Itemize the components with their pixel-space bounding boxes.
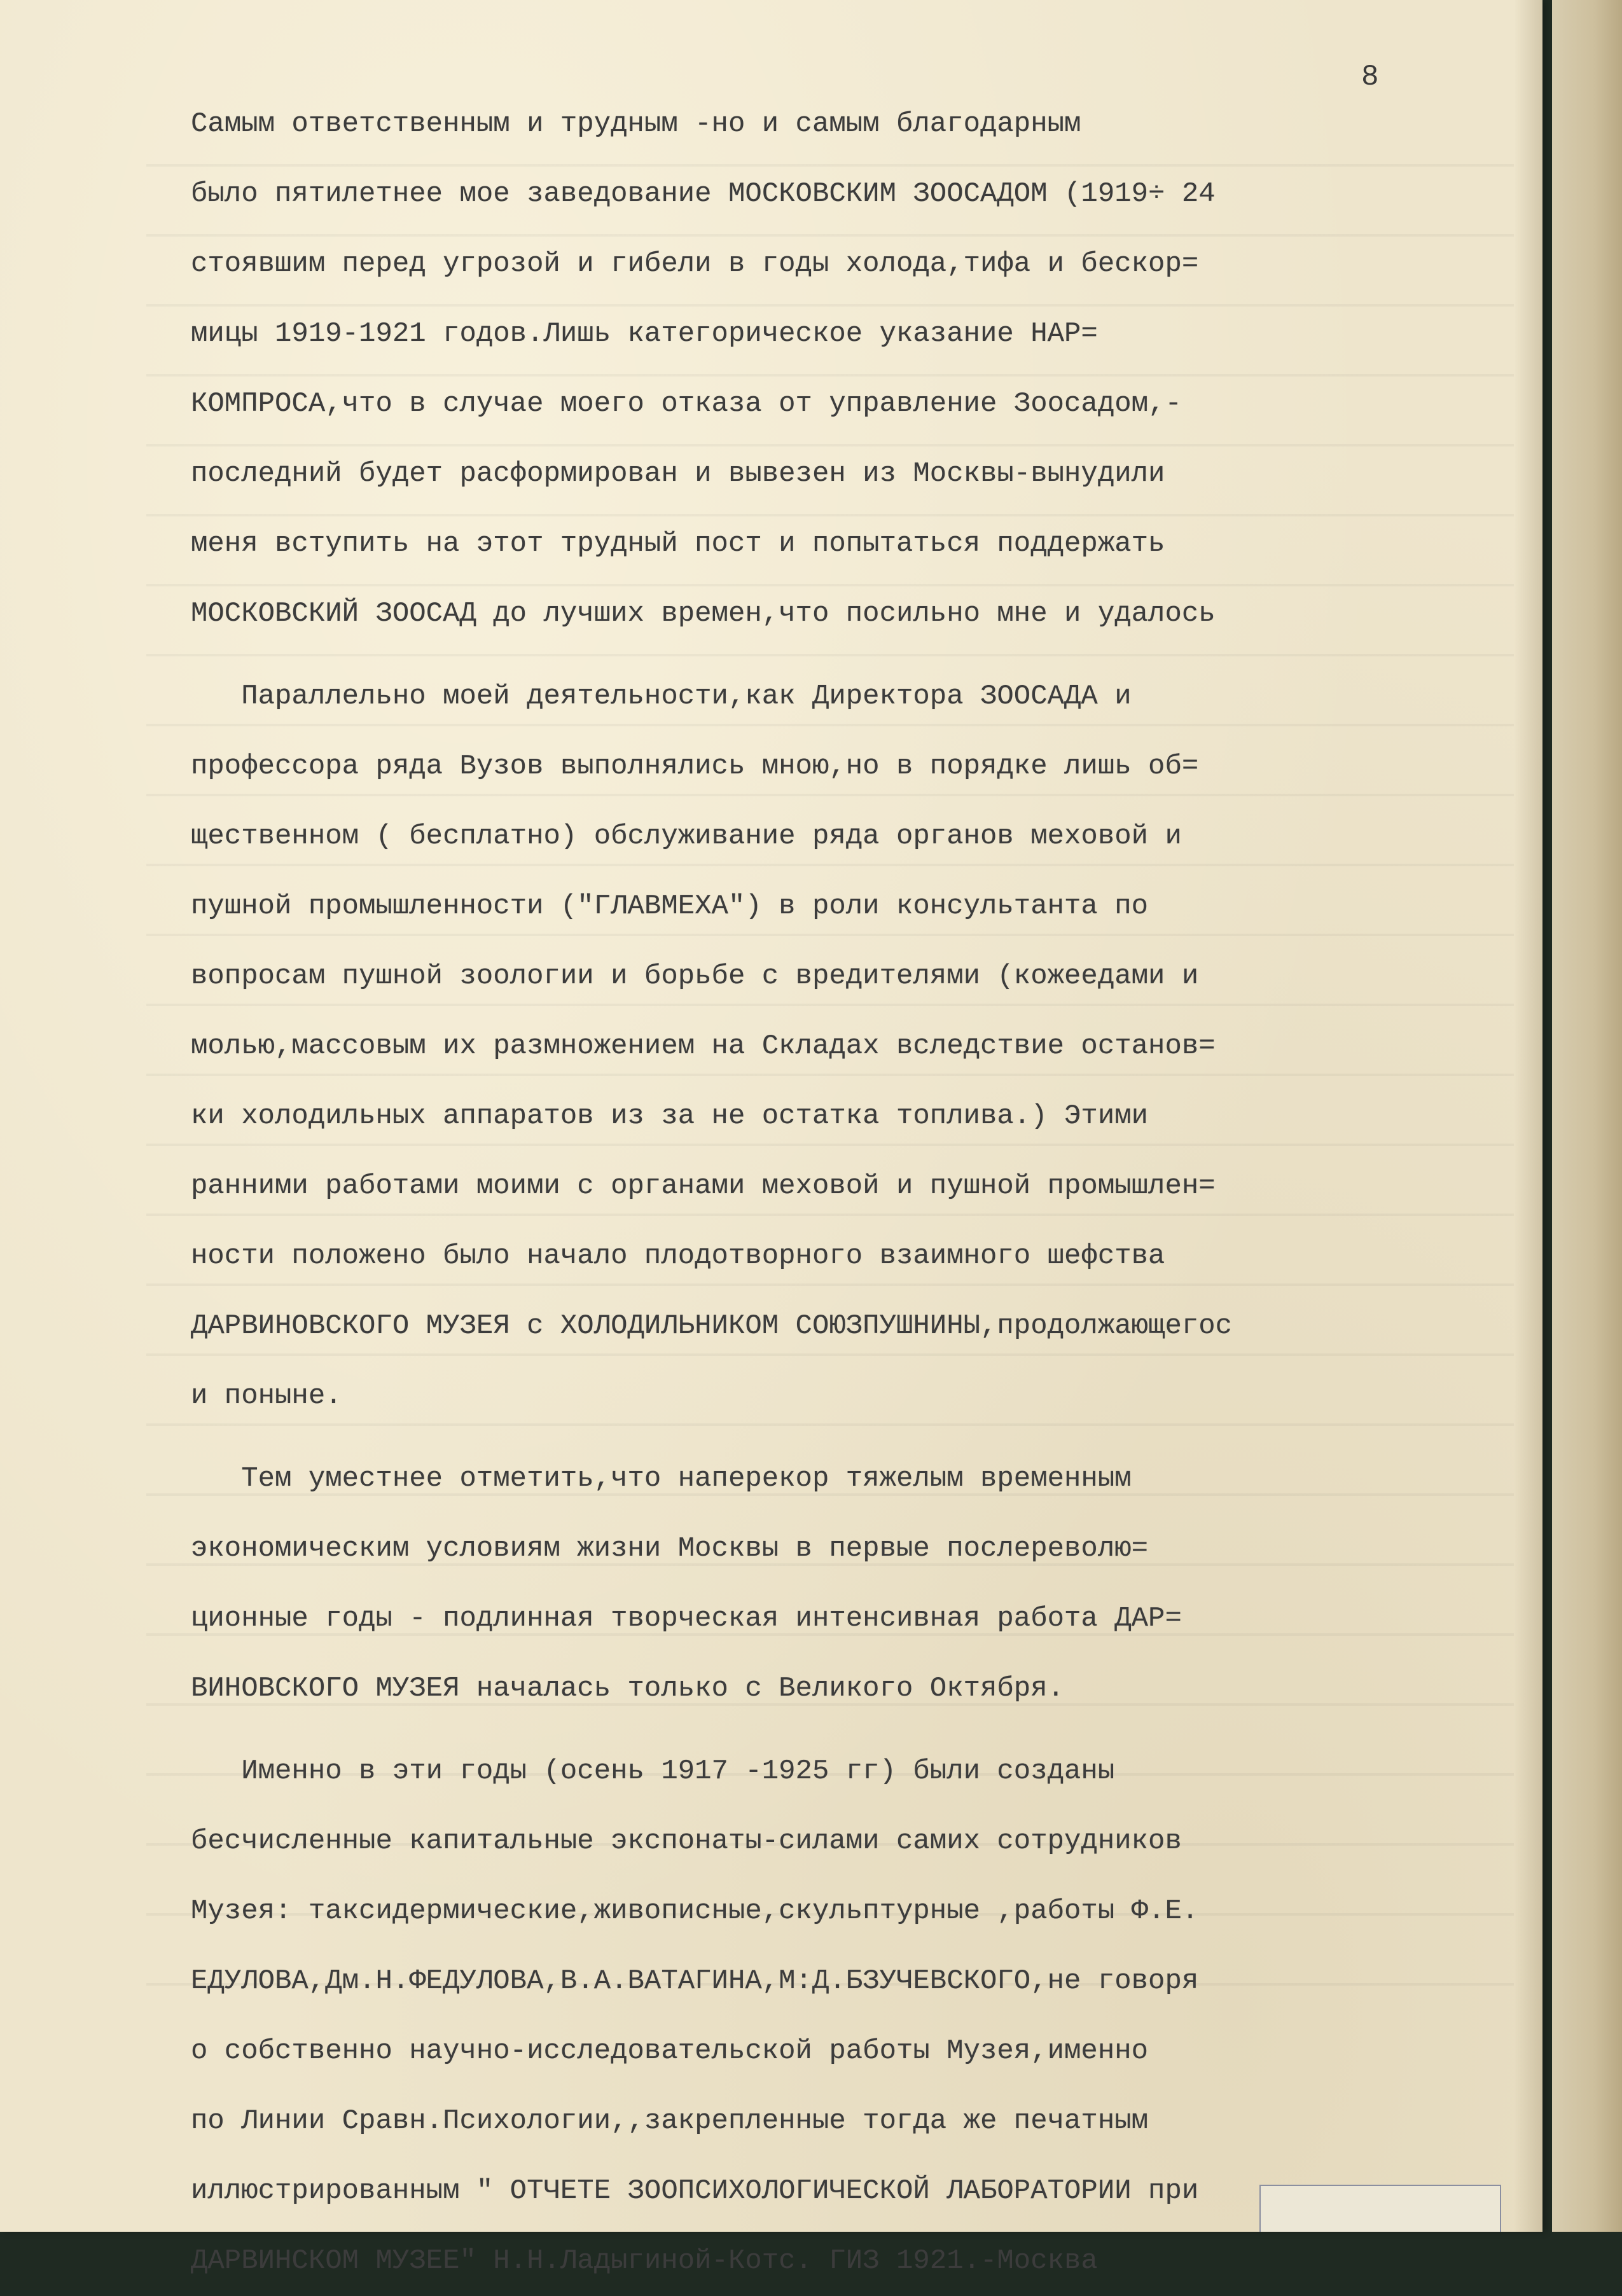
- text-line: Именно в эти годы (осень 1917 -1925 гг) были созданы: [191, 1755, 1115, 1787]
- text-line: ДАРВИНОВСКОГО МУЗЕЯ с ХОЛОДИЛЬНИКОМ СОЮЗПУШНИНЫ,продолжающегос: [191, 1310, 1233, 1342]
- text-line: ки холодильных аппаратов из за не остатка топлива.) Этими: [191, 1100, 1149, 1132]
- text-line: молью,массовым их размножением на Складах вследствие останов=: [191, 1030, 1216, 1062]
- text-line: ЕДУЛОВА,Дм.Н.ФЕДУЛОВА,В.А.ВАТАГИНА,М:Д.БЗУЧЕВСКОГО,не говоря: [191, 1965, 1199, 1997]
- text-line: вопросам пушной зоологии и борьбе с вредителями (кожеедами и: [191, 960, 1199, 992]
- text-line: последний будет расформирован и вывезен из Москвы-вынудили: [191, 458, 1165, 490]
- paragraph: [191, 661, 1514, 1431]
- text-line: мицы 1919-1921 годов.Лишь категорическое указание НАР=: [191, 318, 1098, 350]
- text-line: ционные годы - подлинная творческая интенсивная работа ДАР=: [191, 1603, 1182, 1635]
- page-edge-shadow: [1514, 0, 1542, 2232]
- text-line: Самым ответственным и трудным -но и самым благодарным: [191, 108, 1081, 140]
- text-line: экономическим условиям жизни Москвы в первые послереволю=: [191, 1533, 1149, 1565]
- text-line: ВИНОВСКОГО МУЗЕЯ началась только с Великого Октября.: [191, 1673, 1065, 1705]
- text-line: стоявшим перед угрозой и гибели в годы холода,тифа и бескор=: [191, 248, 1199, 280]
- text-line: МОСКОВСКИЙ ЗООСАД до лучших времен,что посильно мне и удалось: [191, 598, 1216, 630]
- text-line: Тем уместнее отметить,что наперекор тяжелым временным: [191, 1463, 1132, 1495]
- text-line: ранними работами моими с органами меховой и пушной промышлен=: [191, 1170, 1216, 1202]
- text-line: было пятилетнее мое заведование МОСКОВСКИМ ЗООСАДОМ (1919÷ 24: [191, 178, 1216, 210]
- text-line: меня вступить на этот трудный пост и попытаться поддержать: [191, 528, 1165, 560]
- typewritten-text: [191, 89, 1514, 2296]
- paragraph: [191, 89, 1514, 649]
- text-line: бесчисленные капитальные экспонаты-силами самих сотрудников: [191, 1825, 1182, 1857]
- text-line: щественном ( бесплатно) обслуживание ряда органов меховой и: [191, 820, 1182, 852]
- background-edge: [1552, 0, 1622, 2232]
- paragraph: [191, 1444, 1514, 1724]
- text-line: профессора ряда Вузов выполнялись мною,но в порядке лишь об=: [191, 750, 1199, 782]
- page-number: 8: [1361, 60, 1379, 93]
- paragraph-gap: [191, 1724, 1514, 1736]
- text-line: Музея: таксидермические,живописные,скульптурные ,работы Ф.Е.: [191, 1895, 1199, 1927]
- text-line: иллюстрированным " ОТЧЕТЕ ЗООПСИХОЛОГИЧЕСКОЙ ЛАБОРАТОРИИ при: [191, 2175, 1199, 2207]
- text-line: Параллельно моей деятельности,как Директора ЗООСАДА и: [191, 681, 1132, 712]
- text-line: ности положено было начало плодотворного взаимного шефства: [191, 1240, 1165, 1272]
- text-line: КОМПРОСА,что в случае моего отказа от управление Зоосадом,-: [191, 388, 1182, 420]
- archive-stamp: [1259, 2185, 1501, 2232]
- paragraph-gap: [191, 1431, 1514, 1444]
- text-line: и поныне.: [191, 1380, 342, 1412]
- text-line: ДАРВИНСКОМ МУЗЕЕ" Н.Н.Ладыгиной-Котс. ГИЗ 1921.-Москва: [191, 2245, 1098, 2277]
- paragraph-gap: [191, 649, 1514, 661]
- text-line: по Линии Сравн.Психологии,,закрепленные тогда же печатным: [191, 2105, 1149, 2137]
- text-line: пушной промышленности ("ГЛАВМЕХА") в роли консультанта по: [191, 890, 1149, 922]
- text-line: о собственно научно-исследовательской работы Музея,именно: [191, 2035, 1149, 2067]
